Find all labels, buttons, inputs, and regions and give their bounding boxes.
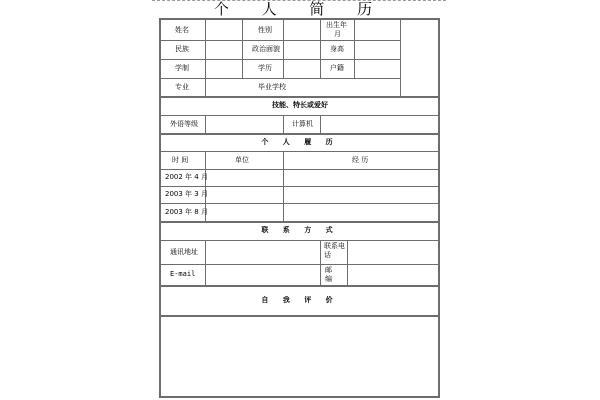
row-divider — [160, 40, 400, 41]
col-divider — [320, 19, 321, 78]
row-divider — [160, 203, 440, 204]
birth-date-label-line1: 出生年 — [326, 21, 347, 29]
row-divider — [160, 78, 400, 79]
phone-label-line2: 话 — [324, 251, 331, 259]
ethnicity-label: 民族 — [175, 45, 189, 53]
section-divider — [160, 96, 440, 98]
page-title: 个 人 简 历 — [213, 0, 387, 18]
address-label: 通讯地址 — [170, 248, 198, 256]
skills-header: 技能、特长或爱好 — [272, 101, 328, 109]
political-status-label: 政治面貌 — [252, 45, 280, 53]
col-divider — [283, 19, 284, 78]
row-divider — [160, 240, 440, 241]
col-divider — [320, 115, 321, 133]
schooling-label: 学制 — [175, 64, 189, 72]
section-divider — [160, 285, 440, 287]
col-divider — [242, 19, 243, 78]
section-divider — [160, 133, 440, 135]
col-divider — [205, 19, 206, 97]
col-divider — [205, 240, 206, 285]
col-divider — [283, 151, 284, 221]
col-divider — [205, 115, 206, 133]
height-label: 身高 — [330, 45, 344, 53]
row-divider — [160, 59, 400, 60]
major-label: 专业 — [175, 83, 189, 91]
computer-label: 计算机 — [292, 120, 313, 128]
row-divider — [160, 151, 440, 152]
birth-date-label — [326, 21, 347, 39]
postcode-label-line2: 编 — [325, 275, 332, 283]
email-label: E-mail — [170, 270, 196, 278]
birth-date-label-line2: 月 — [334, 30, 341, 38]
time-column-header: 时 间 — [172, 156, 189, 164]
section-divider — [160, 315, 440, 317]
unit-column-header: 单位 — [235, 156, 249, 164]
row-divider — [160, 186, 440, 187]
hukou-label: 户籍 — [330, 64, 344, 72]
name-label: 姓名 — [175, 26, 189, 34]
foreign-language-label: 外语等级 — [170, 120, 198, 128]
gender-label: 性别 — [258, 26, 272, 34]
experience-header: 个 人 履 历 — [261, 138, 339, 146]
postcode-label — [325, 266, 332, 284]
postcode-label-line1: 邮 — [325, 266, 332, 274]
col-divider — [354, 19, 355, 78]
experience-column-header: 经 历 — [352, 156, 369, 164]
education-label: 学历 — [258, 64, 272, 72]
row-divider — [160, 264, 440, 265]
phone-label-line1: 联系电 — [324, 242, 345, 250]
col-divider — [347, 240, 348, 285]
contact-header: 联 系 方 式 — [261, 226, 339, 234]
row-divider — [160, 115, 440, 116]
school-label: 毕业学校 — [258, 83, 286, 91]
row-divider — [160, 169, 440, 170]
col-divider — [320, 240, 321, 285]
experience-row-date: 2002 年 4 月 — [165, 173, 208, 181]
photo-box-border — [400, 19, 401, 97]
self-evaluation-header: 自 我 评 价 — [261, 296, 339, 304]
col-divider — [283, 115, 284, 133]
experience-row-date: 2003 年 8 月 — [165, 208, 208, 216]
experience-row-date: 2003 年 3 月 — [165, 190, 208, 198]
section-divider — [160, 221, 440, 223]
phone-label — [324, 242, 345, 260]
